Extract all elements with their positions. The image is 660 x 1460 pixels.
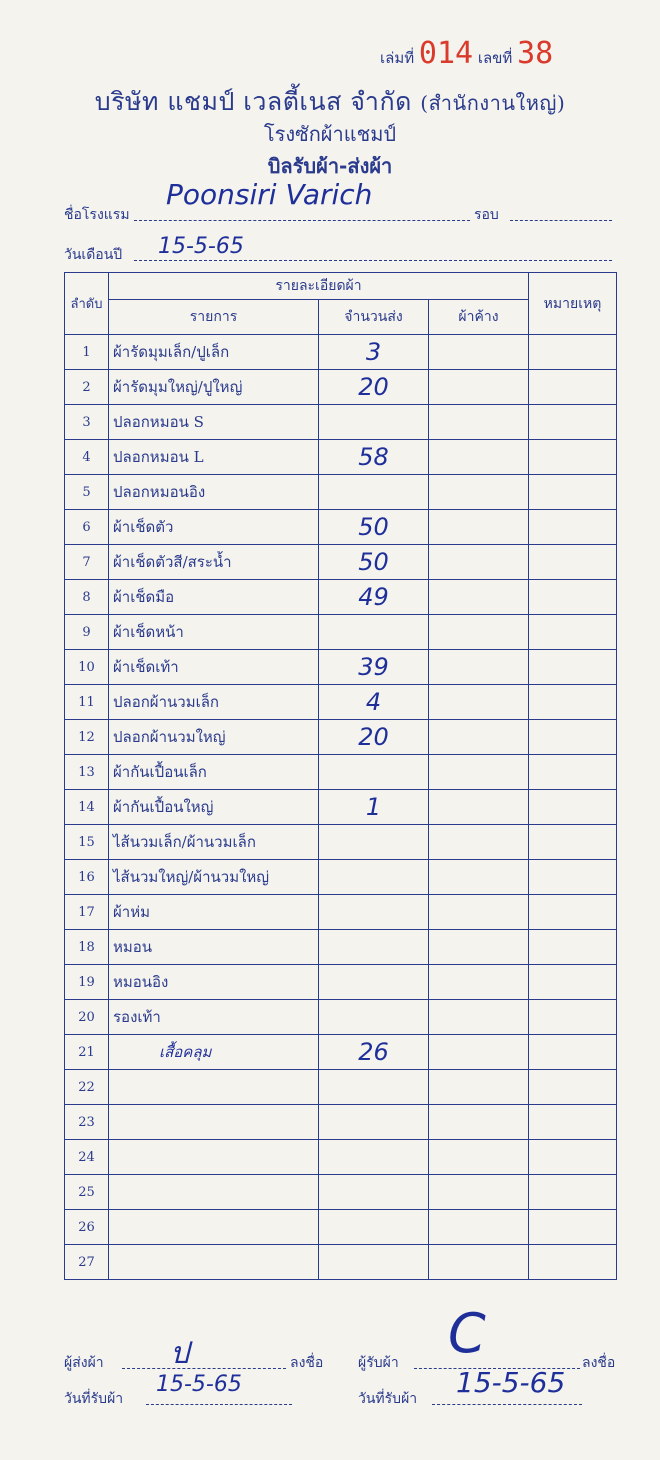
table-row [65,580,617,615]
row-number: 20 [65,1000,109,1035]
bill-title: บิลรับผ้า-ส่งผ้า [267,154,393,178]
row-pending [429,405,529,440]
col-item: รายการ [109,300,319,335]
receiver-sign-label: ลงชื่อ [582,1355,616,1371]
row-qty: 3 [319,335,429,370]
table-row [65,790,617,825]
row-qty [319,1000,429,1035]
row-note [529,1105,617,1140]
row-item: ไส้นวมใหญ่/ผ้านวมใหญ่ [109,860,319,895]
row-number: 14 [65,790,109,825]
row-qty [319,895,429,930]
book-no: 014 [418,36,474,71]
row-note [529,440,617,475]
row-pending [429,545,529,580]
table-row [65,1210,617,1245]
row-pending [429,895,529,930]
row-note [529,965,617,1000]
row-item: ผ้ารัดมุมเล็ก/ปูเล็ก [109,335,319,370]
row-item [109,1140,319,1175]
sender-date-value: 15-5-65 [156,1372,242,1397]
table-row [65,755,617,790]
row-pending [429,1070,529,1105]
col-pending: ผ้าค้าง [429,300,529,335]
row-note [529,545,617,580]
receiver-date-value: 15-5-65 [456,1366,566,1399]
row-qty: 1 [319,790,429,825]
row-qty [319,1175,429,1210]
row-number: 27 [65,1245,109,1280]
row-number: 6 [65,510,109,545]
row-pending [429,965,529,1000]
row-qty [319,930,429,965]
row-pending [429,685,529,720]
row-note [529,720,617,755]
row-note [529,685,617,720]
row-pending [429,1210,529,1245]
row-item: ผ้ากันเปื้อนเล็ก [109,755,319,790]
row-item: ผ้าเช็ดตัวสี/สระน้ำ [109,545,319,580]
row-note [529,335,617,370]
table-row [65,615,617,650]
row-item [109,1070,319,1105]
row-note [529,1175,617,1210]
table-row [65,335,617,370]
date-label: วันเดือนปี [64,247,123,263]
hotel-value: Poonsiri Varich [166,178,373,211]
row-qty: 20 [319,370,429,405]
table-row [65,1070,617,1105]
row-number: 16 [65,860,109,895]
sender-sign-label: ลงชื่อ [290,1355,324,1371]
row-item [109,1175,319,1210]
row-number: 22 [65,1070,109,1105]
row-note [529,1210,617,1245]
row-number: 15 [65,825,109,860]
bill-no: 38 [517,36,554,71]
date-line [134,260,612,261]
row-note [529,755,617,790]
row-number: 11 [65,685,109,720]
row-note [529,405,617,440]
row-qty [319,825,429,860]
sender-date-label: วันที่รับผ้า [64,1391,124,1407]
date-value: 15-5-65 [158,234,244,259]
table-row [65,510,617,545]
receiver-date-line [432,1404,582,1405]
row-note [529,1070,617,1105]
row-note [529,1245,617,1280]
hotel-label: ชื่อโรงแรม [64,207,130,223]
row-qty: 50 [319,510,429,545]
row-qty [319,755,429,790]
table-row [65,440,617,475]
table-row [65,475,617,510]
row-qty [319,405,429,440]
row-pending [429,1140,529,1175]
row-number: 1 [65,335,109,370]
row-pending [429,510,529,545]
row-pending [429,1035,529,1070]
row-qty [319,860,429,895]
row-item: ผ้าห่ม [109,895,319,930]
table-row [65,860,617,895]
row-note [529,1140,617,1175]
sender-signature: ป [170,1336,190,1371]
row-pending [429,615,529,650]
row-qty: 58 [319,440,429,475]
table-row [65,1035,617,1070]
table-row [65,545,617,580]
row-pending [429,1105,529,1140]
hotel-line [134,220,470,221]
receiver-label: ผู้รับผ้า [358,1355,399,1371]
plant-name: โรงซักผ้าแชมป์ [263,122,397,146]
row-note [529,860,617,895]
round-label: รอบ [474,207,499,223]
row-qty [319,475,429,510]
row-number: 7 [65,545,109,580]
table-row [65,1175,617,1210]
company-text: บริษัท แชมป์ เวลตี้เนส จำกัด [94,87,412,116]
row-pending [429,440,529,475]
row-pending [429,475,529,510]
row-pending [429,1175,529,1210]
col-no: ลำดับ [65,273,109,335]
row-qty [319,1070,429,1105]
row-item: เสื้อคลุม [109,1035,319,1070]
number-label: เลขที่ [477,49,513,67]
row-number: 4 [65,440,109,475]
row-pending [429,650,529,685]
row-number: 24 [65,1140,109,1175]
row-pending [429,720,529,755]
receiver-signature: C [448,1302,486,1365]
sender-line [122,1368,286,1369]
row-item: ผ้ากันเปื้อนใหญ่ [109,790,319,825]
table-row [65,965,617,1000]
row-pending [429,825,529,860]
row-item [109,1105,319,1140]
receiver-date-label: วันที่รับผ้า [358,1391,418,1407]
row-qty: 4 [319,685,429,720]
row-item: ปลอกหมอน S [109,405,319,440]
row-note [529,790,617,825]
row-number: 2 [65,370,109,405]
row-note [529,1035,617,1070]
row-item: ผ้าเช็ดหน้า [109,615,319,650]
row-qty [319,1105,429,1140]
row-item: ปลอกผ้านวมใหญ่ [109,720,319,755]
row-qty: 50 [319,545,429,580]
book-number [380,36,553,71]
table-row [65,1140,617,1175]
row-item [109,1245,319,1280]
row-qty [319,1210,429,1245]
row-qty [319,1245,429,1280]
row-number: 5 [65,475,109,510]
row-item: ผ้าเช็ดมือ [109,580,319,615]
row-qty [319,965,429,1000]
row-number: 17 [65,895,109,930]
table-row [65,1000,617,1035]
row-pending [429,1245,529,1280]
row-item: หมอนอิง [109,965,319,1000]
row-qty: 26 [319,1035,429,1070]
row-pending [429,370,529,405]
row-note [529,615,617,650]
row-item: ปลอกหมอน L [109,440,319,475]
row-note [529,370,617,405]
row-item: ปลอกหมอนอิง [109,475,319,510]
table-row [65,895,617,930]
row-qty: 39 [319,650,429,685]
col-note: หมายเหตุ [529,273,617,335]
col-qty: จำนวนส่ง [319,300,429,335]
book-label: เล่มที่ [380,49,415,67]
row-number: 10 [65,650,109,685]
row-note [529,930,617,965]
row-pending [429,755,529,790]
row-item: ปลอกผ้านวมเล็ก [109,685,319,720]
row-pending [429,860,529,895]
items-table [64,272,617,1280]
row-number: 3 [65,405,109,440]
row-note [529,895,617,930]
row-number: 25 [65,1175,109,1210]
row-item: ผ้ารัดมุมใหญ่/ปูใหญ่ [109,370,319,405]
round-line [510,220,612,221]
sender-label: ผู้ส่งผ้า [64,1355,104,1371]
table-row [65,370,617,405]
table-row [65,825,617,860]
table-row [65,1245,617,1280]
sender-date-line [146,1404,292,1405]
table-row [65,930,617,965]
table-row [65,685,617,720]
row-qty [319,1140,429,1175]
row-item: ผ้าเช็ดตัว [109,510,319,545]
row-number: 21 [65,1035,109,1070]
row-note [529,825,617,860]
row-pending [429,580,529,615]
row-note [529,510,617,545]
row-note [529,475,617,510]
row-item: รองเท้า [109,1000,319,1035]
row-number: 18 [65,930,109,965]
col-detail: รายละเอียดผ้า [109,273,529,300]
row-item: ผ้าเช็ดเท้า [109,650,319,685]
table-row [65,650,617,685]
row-note [529,580,617,615]
row-number: 9 [65,615,109,650]
row-note [529,1000,617,1035]
table-row [65,405,617,440]
row-item: ไส้นวมเล็ก/ผ้านวมเล็ก [109,825,319,860]
row-number: 13 [65,755,109,790]
row-pending [429,930,529,965]
row-number: 8 [65,580,109,615]
row-pending [429,335,529,370]
row-qty: 49 [319,580,429,615]
company-name [0,82,660,122]
company-branch: (สำนักงานใหญ่) [420,91,566,115]
row-number: 26 [65,1210,109,1245]
row-number: 23 [65,1105,109,1140]
row-qty [319,615,429,650]
row-pending [429,790,529,825]
row-qty: 20 [319,720,429,755]
row-item [109,1210,319,1245]
row-pending [429,1000,529,1035]
table-row [65,720,617,755]
row-note [529,650,617,685]
row-number: 19 [65,965,109,1000]
table-row [65,1105,617,1140]
row-item: หมอน [109,930,319,965]
row-number: 12 [65,720,109,755]
